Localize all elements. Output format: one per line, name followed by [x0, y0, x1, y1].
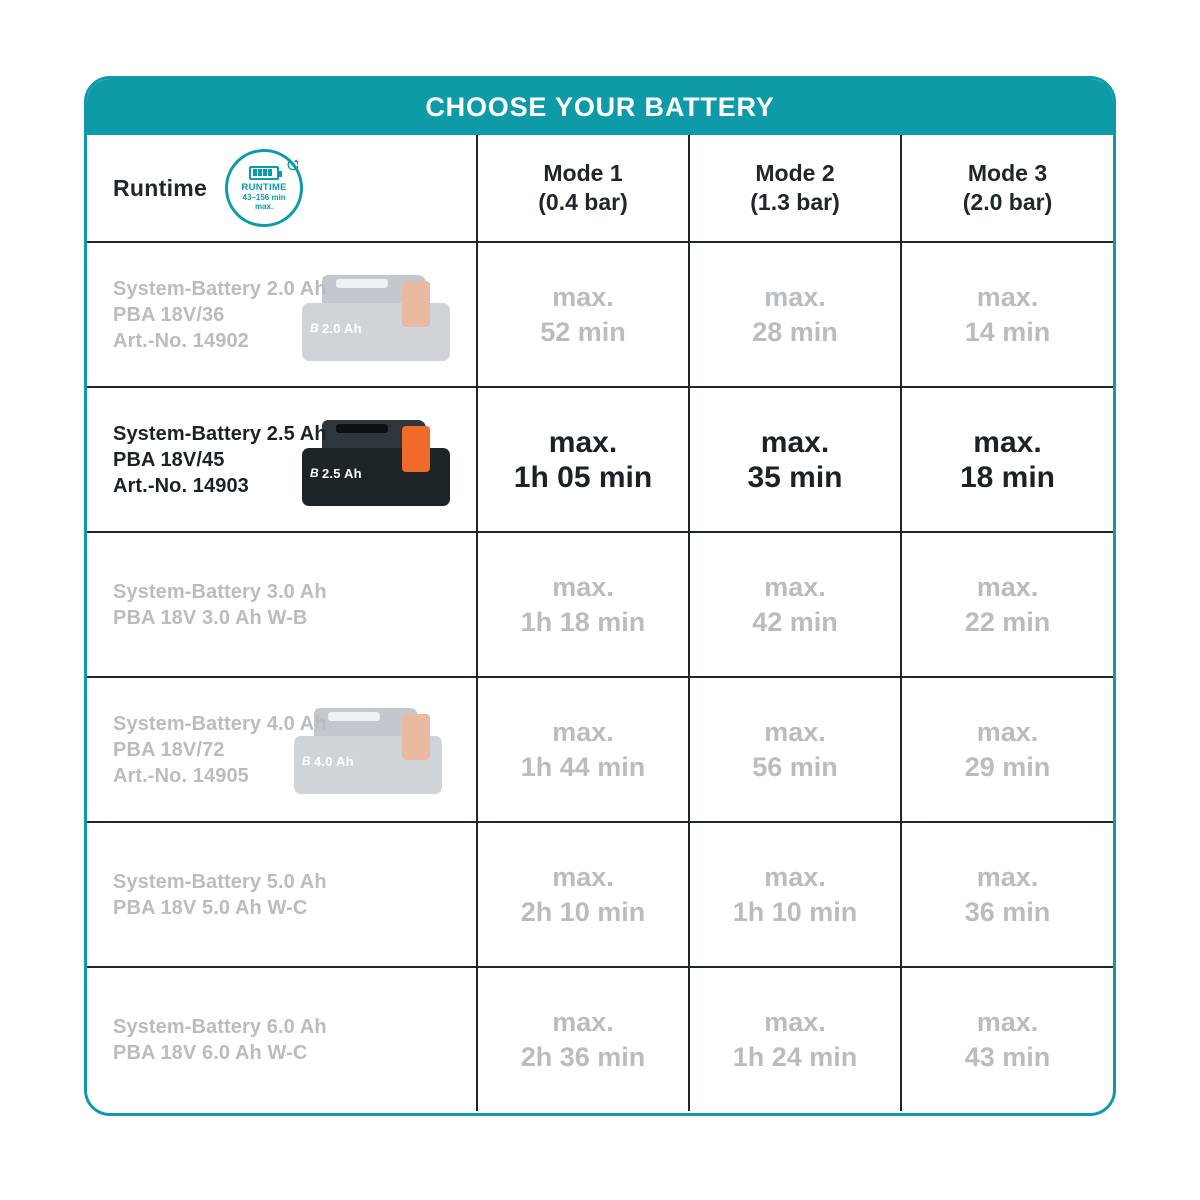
runtime-prefix: max. — [552, 716, 614, 747]
runtime-time: 1h 44 min — [520, 751, 646, 782]
battery-name-line: System-Battery 3.0 Ah — [113, 580, 327, 603]
runtime-cell-mode-1 — [477, 967, 689, 1111]
table-row — [87, 677, 1113, 822]
runtime-cell-mode-3 — [901, 387, 1113, 532]
runtime-label: Runtime — [113, 174, 208, 201]
runtime-cell-mode-2 — [689, 967, 901, 1111]
mode-1-detail: (0.4 bar) — [538, 189, 628, 215]
table-row — [87, 822, 1113, 967]
battery-name-cell — [87, 242, 477, 387]
table-header — [87, 135, 1113, 242]
runtime-cell-mode-2 — [689, 822, 901, 967]
runtime-time: 18 min — [959, 460, 1056, 494]
battery-name-line: PBA 18V/36 — [113, 303, 225, 326]
mode-2-detail: (1.3 bar) — [750, 189, 840, 215]
page-title: CHOOSE YOUR BATTERY — [425, 91, 775, 122]
battery-name-line: System-Battery 2.5 Ah — [113, 422, 327, 445]
battery-name-line: PBA 18V/72 — [113, 738, 225, 761]
column-header-runtime — [87, 135, 477, 242]
battery-image-label: 2.0 Ah — [322, 320, 362, 336]
mode-1-name: Mode 1 — [543, 160, 623, 186]
battery-name-line: System-Battery 2.0 Ah — [113, 277, 327, 300]
runtime-prefix: max. — [976, 571, 1039, 602]
runtime-time: 56 min — [752, 751, 838, 782]
runtime-cell-mode-3 — [901, 967, 1113, 1111]
runtime-cell-mode-3 — [901, 532, 1113, 677]
battery-name-line: System-Battery 6.0 Ah — [113, 1015, 327, 1038]
table-row-selected — [87, 387, 1113, 532]
battery-name-line: System-Battery 4.0 Ah — [113, 712, 327, 735]
runtime-time: 35 min — [747, 460, 843, 494]
runtime-cell-mode-2 — [689, 387, 901, 532]
runtime-prefix: max. — [552, 281, 614, 312]
card-header — [87, 79, 1113, 135]
battery-runtime-table — [87, 135, 1113, 1111]
column-header-mode-2 — [689, 135, 901, 242]
runtime-time: 36 min — [964, 896, 1051, 927]
battery-image-logo: B — [302, 753, 311, 768]
refresh-arrow-icon — [286, 158, 298, 170]
runtime-cell-mode-2 — [689, 532, 901, 677]
badge-line-3: max. — [254, 201, 274, 211]
battery-name-line: Art.-No. 14903 — [113, 474, 249, 497]
mode-2-name: Mode 2 — [755, 160, 835, 186]
mode-3-name: Mode 3 — [967, 160, 1048, 186]
runtime-prefix: max. — [764, 1006, 826, 1037]
runtime-time: 1h 10 min — [732, 896, 858, 927]
runtime-time: 22 min — [964, 606, 1051, 637]
runtime-cell-mode-3 — [901, 677, 1113, 822]
runtime-prefix: max. — [973, 425, 1042, 459]
runtime-time: 43 min — [964, 1041, 1051, 1072]
runtime-time: 14 min — [964, 316, 1051, 347]
battery-glyph-icon — [249, 166, 279, 180]
battery-runtime-icon — [225, 149, 303, 227]
runtime-prefix: max. — [976, 281, 1039, 312]
battery-name-line: System-Battery 5.0 Ah — [113, 870, 327, 893]
battery-name-line: PBA 18V 3.0 Ah W-B — [113, 606, 308, 629]
runtime-prefix: max. — [764, 716, 826, 747]
runtime-prefix: max. — [764, 281, 826, 312]
battery-name-cell — [87, 532, 477, 677]
runtime-prefix: max. — [976, 1006, 1039, 1037]
runtime-cell-mode-1 — [477, 387, 689, 532]
runtime-time: 42 min — [752, 606, 838, 637]
column-header-mode-1 — [477, 135, 689, 242]
runtime-cell-mode-3 — [901, 242, 1113, 387]
column-header-mode-3 — [901, 135, 1113, 242]
battery-image-label: 2.5 Ah — [322, 465, 362, 481]
runtime-prefix: max. — [764, 571, 826, 602]
runtime-time: 52 min — [540, 316, 626, 347]
runtime-prefix: max. — [976, 861, 1039, 892]
runtime-time: 1h 18 min — [520, 606, 646, 637]
runtime-time: 2h 36 min — [520, 1041, 646, 1072]
runtime-time: 1h 05 min — [513, 460, 653, 494]
runtime-prefix: max. — [552, 861, 614, 892]
runtime-prefix: max. — [760, 425, 830, 459]
runtime-time: 1h 24 min — [732, 1041, 858, 1072]
runtime-prefix: max. — [764, 861, 826, 892]
runtime-prefix: max. — [552, 1006, 614, 1037]
battery-name-cell — [87, 387, 477, 532]
runtime-cell-mode-1 — [477, 822, 689, 967]
battery-image-label: 4.0 Ah — [314, 753, 354, 769]
runtime-cell-mode-1 — [477, 532, 689, 677]
table-row — [87, 967, 1113, 1111]
runtime-cell-mode-2 — [689, 677, 901, 822]
battery-name-line: PBA 18V 5.0 Ah W-C — [113, 896, 308, 919]
runtime-time: 2h 10 min — [520, 896, 646, 927]
table-row — [87, 242, 1113, 387]
battery-name-line: Art.-No. 14905 — [113, 764, 249, 787]
runtime-time: 28 min — [752, 316, 838, 347]
badge-line-1: RUNTIME — [241, 181, 287, 193]
badge-line-2: 43–156 min — [242, 192, 286, 202]
runtime-prefix: max. — [548, 425, 618, 459]
battery-chooser-card — [84, 76, 1116, 1116]
runtime-cell-mode-2 — [689, 242, 901, 387]
runtime-time: 29 min — [964, 751, 1051, 782]
battery-name-line: PBA 18V/45 — [113, 448, 225, 471]
runtime-cell-mode-3 — [901, 822, 1113, 967]
battery-image-logo: B — [310, 320, 319, 335]
battery-image-logo: B — [310, 465, 319, 480]
runtime-cell-mode-1 — [477, 242, 689, 387]
battery-name-cell — [87, 822, 477, 967]
battery-name-line: PBA 18V 6.0 Ah W-C — [113, 1041, 308, 1064]
table-row — [87, 532, 1113, 677]
battery-name-cell — [87, 967, 477, 1111]
mode-3-detail: (2.0 bar) — [962, 189, 1053, 215]
runtime-prefix: max. — [976, 716, 1039, 747]
runtime-prefix: max. — [552, 571, 614, 602]
battery-name-line: Art.-No. 14902 — [113, 329, 249, 352]
runtime-cell-mode-1 — [477, 677, 689, 822]
battery-name-cell — [87, 677, 477, 822]
